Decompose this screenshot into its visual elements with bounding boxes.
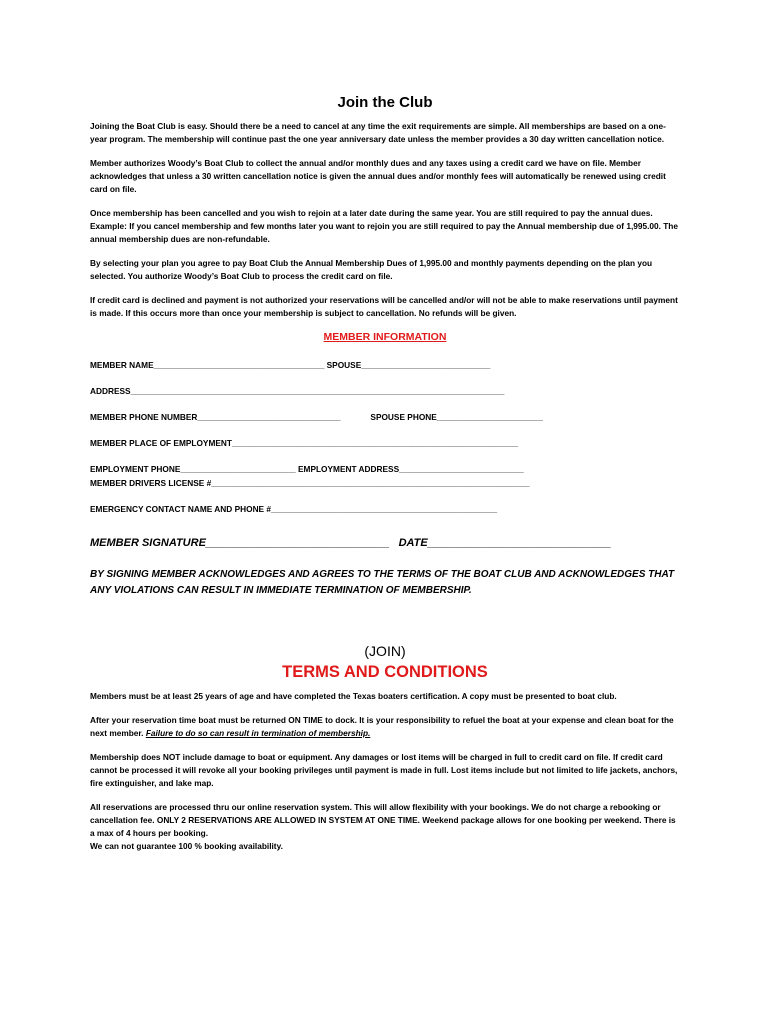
intro-paragraph-2: Member authorizes Woody’s Boat Club to collect the annual and/or monthly dues and any taxes using a credit card we have on file. Member acknowledges that unless a 30 written cancellation notice is given the annual dues and/or monthly fees will automatically be renewed using credit card on file.: [90, 158, 666, 194]
emergency-contact-field[interactable]: EMERGENCY CONTACT NAME AND PHONE #_________________________________________________: [90, 504, 498, 514]
intro-paragraph-1: Joining the Boat Club is easy. Should there be a need to cancel at any time the exit requirements are simple. All memberships are based on a one-year program. The membership will continue past the one year anniversary date unless the member provides a 30 day written cancellation notice.: [90, 121, 666, 144]
phone-field[interactable]: MEMBER PHONE NUMBER_______________________________ SPOUSE PHONE_______________________: [90, 412, 543, 422]
termination-warning: Failure to do so can result in termination of membership.: [145, 728, 371, 738]
terms-paragraph-5: We can not guarantee 100 % booking availability.: [90, 841, 283, 851]
terms-paragraph-2: [90, 714, 680, 740]
acknowledgement-text: BY SIGNING MEMBER ACKNOWLEDGES AND AGREES TO THE TERMS OF THE BOAT CLUB AND ACKNOWLEDGES THAT ANY VIOLATIONS CAN RESULT IN IMMEDIATE TERMINATION OF MEMBERSHIP.: [90, 569, 675, 596]
terms-paragraph-1: Members must be at least 25 years of age and have completed the Texas boaters certification. A copy must be presented to boat club.: [90, 691, 617, 701]
terms-paragraph-3: Membership does NOT include damage to boat or equipment. Any damages or lost items will be charged in full to credit card on file. If credit card cannot be processed it will revoke all your booking privileges until payment is made in full. Lost items include but not limited to life jackets, anchors, fire extinguisher, and lake map.: [90, 752, 678, 788]
intro-paragraph-3: Once membership has been cancelled and you wish to rejoin at a later date during the same year. You are still required to pay the annual dues. Example: If you cancel membership and few months later you want to rejoin you are still required to pay the Annual membership due of 1,995.00. The annual membership dues are non-refundable.: [90, 208, 678, 244]
terms-paragraph-2-text: After your reservation time boat must be returned ON TIME to dock. It is your responsibility to refuel the boat at your expense and clean boat for the next member.: [90, 715, 674, 738]
employment-field[interactable]: MEMBER PLACE OF EMPLOYMENT______________________________________________________________: [90, 438, 519, 448]
terms-heading: TERMS AND CONDITIONS: [282, 663, 488, 681]
signature-field[interactable]: MEMBER SIGNATURE______________________________ DATE______________________________: [90, 537, 612, 549]
document-content: [90, 94, 680, 864]
member-information-heading: MEMBER INFORMATION: [323, 331, 447, 343]
member-name-field[interactable]: MEMBER NAME_____________________________________ SPOUSE____________________________: [90, 360, 491, 370]
drivers-license-field[interactable]: MEMBER DRIVERS LICENSE #_____________________________________________________________________: [90, 478, 530, 488]
join-label: (JOIN): [364, 643, 406, 659]
page-title: Join the Club: [337, 94, 433, 111]
address-field[interactable]: ADDRESS_________________________________________________________________________________: [90, 386, 505, 396]
intro-paragraph-5: If credit card is declined and payment is not authorized your reservations will be cancelled and/or will not be able to make reservations until payment is made. If this occurs more than once your membership is subject to cancellation. No refunds will be given.: [90, 295, 678, 318]
employment-phone-field[interactable]: EMPLOYMENT PHONE_________________________ EMPLOYMENT ADDRESS___________________________: [90, 464, 524, 474]
terms-paragraph-4: All reservations are processed thru our online reservation system. This will allow flexibility with your bookings. We do not charge a rebooking or cancellation fee. ONLY 2 RESERVATIONS ARE ALLOWED IN SYSTEM AT ONE TIME. Weekend package allows for one booking per weekend. There is a max of 4 hours per booking.: [90, 802, 676, 838]
intro-paragraph-4: By selecting your plan you agree to pay Boat Club the Annual Membership Dues of 1,995.00 and monthly payments depending on the plan you selected. You authorize Woody’s Boat Club to process the credit card on file.: [90, 258, 653, 281]
